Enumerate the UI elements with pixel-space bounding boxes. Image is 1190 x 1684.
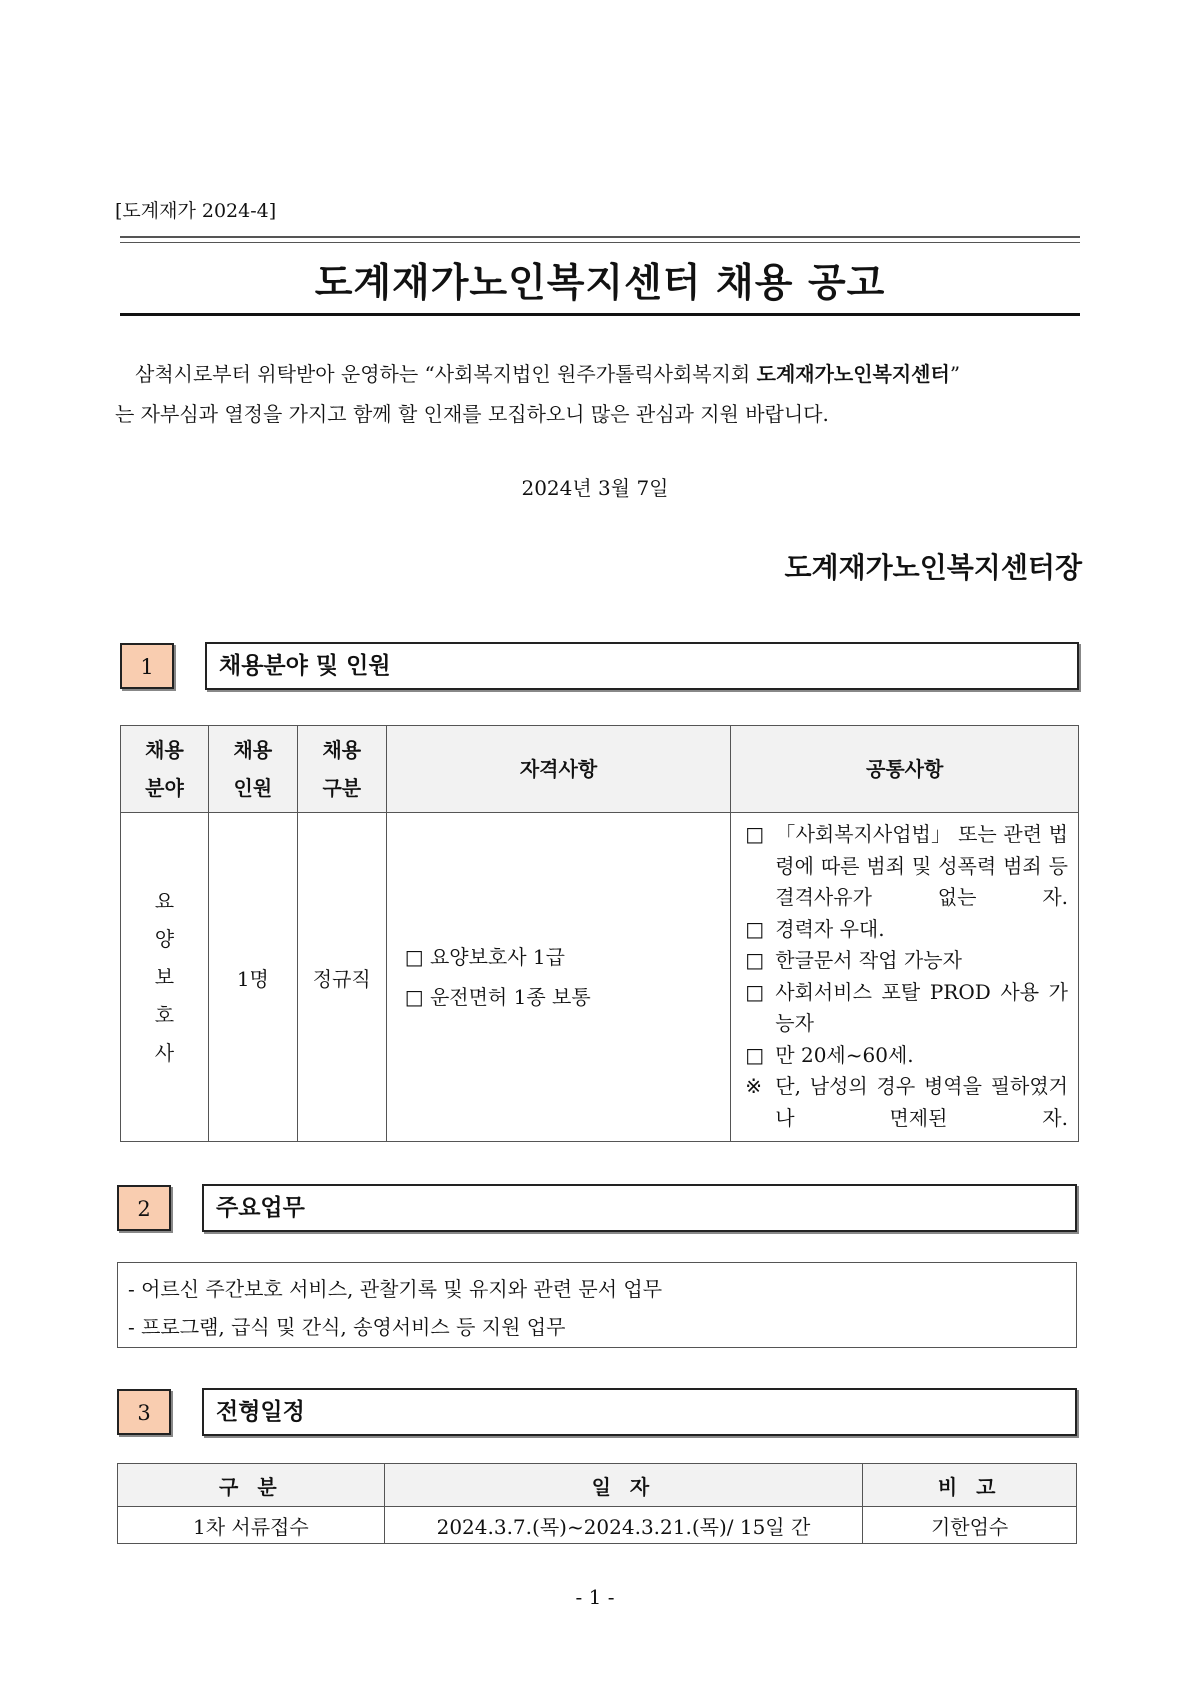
list-item: - 어르신 주간보호 서비스, 관찰기록 및 유지와 관련 문서 업무 (128, 1277, 663, 1301)
qualification-cell (386, 813, 731, 1142)
section1-title: 채용분야 및 인원 (205, 642, 1079, 690)
section1-number: 1 (120, 643, 174, 689)
intro-line1: 삼척시로부터 위탁받아 운영하는 “사회복지법인 원주가톨릭사회복지회 (135, 362, 757, 386)
header-field: 채용 분야 (121, 726, 209, 813)
header-date: 일 자 (384, 1464, 863, 1507)
type-cell: 정규직 (297, 813, 386, 1142)
header-category: 구 분 (118, 1464, 385, 1507)
schedule-note: 기한엄수 (863, 1507, 1077, 1544)
list-item: □ 경력자 우대. (745, 916, 885, 941)
duties-box (117, 1262, 1077, 1348)
list-item: □ 사회서비스 포탈 PROD 사용 가능자 (745, 979, 1068, 1035)
list-item: ※ 단, 남성의 경우 병역을 필하였거나 면제된 자. (745, 1074, 1068, 1130)
document-number: [도계재가 2024-4] (115, 200, 277, 222)
intro-line2: 는 자부심과 열정을 가지고 함께 할 인재를 모집하오니 많은 관심과 지원 바랍니다. (115, 402, 829, 426)
schedule-table-header (118, 1464, 1077, 1507)
table-row (118, 1507, 1077, 1544)
recruitment-table-header (121, 726, 1079, 813)
field-cell: 요 양 보 호 사 (121, 813, 209, 1142)
qualification-item: □ 요양보호사 1급 (404, 945, 565, 969)
page-number: - 1 - (575, 1585, 615, 1609)
intro-org-name: 도계재가노인복지센터 (756, 362, 950, 386)
section2-title: 주요업무 (202, 1184, 1077, 1232)
section3-number: 3 (117, 1389, 171, 1435)
common-cell (731, 813, 1079, 1142)
intro-line1-end: ” (949, 362, 961, 386)
list-item: □ 한글문서 작업 가능자 (745, 948, 962, 972)
header-type: 채용 구분 (297, 726, 386, 813)
table-row (121, 813, 1079, 1142)
section3-title: 전형일정 (202, 1388, 1077, 1436)
list-item: □ 만 20세~60세. (745, 1042, 914, 1067)
intro-paragraph (115, 354, 1085, 434)
header-note: 비 고 (863, 1464, 1077, 1507)
title-top-rule (120, 236, 1080, 243)
header-count: 채용 인원 (208, 726, 297, 813)
announcement-date: 2024년 3월 7일 (521, 476, 669, 500)
schedule-category: 1차 서류접수 (118, 1507, 385, 1544)
signature: 도계재가노인복지센터장 (784, 551, 1082, 584)
schedule-date: 2024.3.7.(목)~2024.3.21.(목)/ 15일 간 (384, 1507, 863, 1544)
qualification-item: □ 운전면허 1종 보통 (404, 985, 591, 1009)
list-item: □ 「사회복지사업법」 또는 관련 법령에 따른 범죄 및 성폭력 범죄 등 결격사유가 없는 자. (745, 822, 1068, 909)
title-bottom-rule (120, 313, 1080, 316)
page-title: 도계재가노인복지센터 채용 공고 (314, 261, 886, 306)
section2-number: 2 (117, 1185, 171, 1231)
schedule-table (117, 1463, 1077, 1544)
header-common: 공통사항 (731, 726, 1079, 813)
list-item: - 프로그램, 급식 및 간식, 송영서비스 등 지원 업무 (128, 1315, 566, 1339)
recruitment-table (120, 725, 1079, 1142)
count-cell: 1명 (208, 813, 297, 1142)
header-qualification: 자격사항 (386, 726, 731, 813)
